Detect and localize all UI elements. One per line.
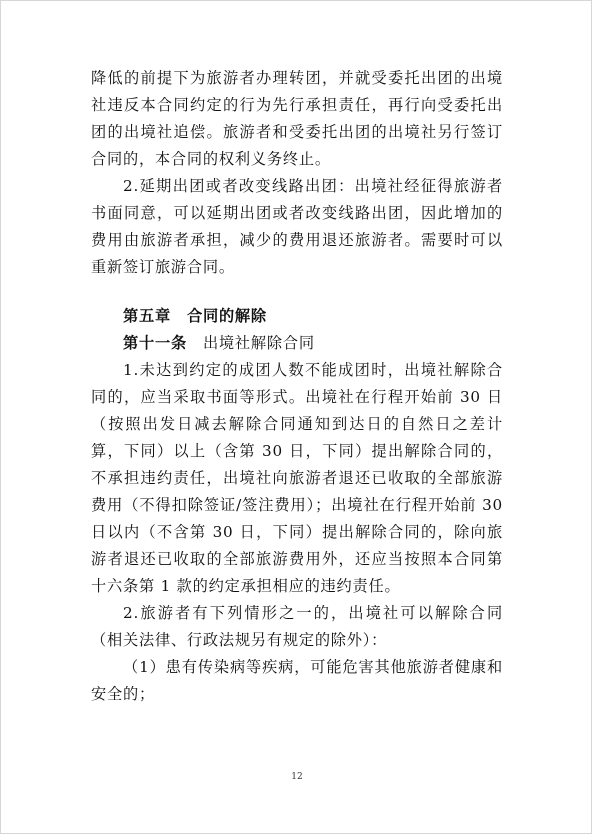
document-body xyxy=(91,65,503,708)
article-label: 第十一条 xyxy=(123,334,187,352)
paragraph-delay-departure: 2.延期出团或者改变线路出团：出境社经征得旅游者书面同意，可以延期出团或者改变线路出团，因此增加的费用由旅游者承担，减少的费用退还旅游者。需要时可以重新签订旅游合同。 xyxy=(91,177,503,276)
article-title: 出境社解除合同 xyxy=(202,334,315,352)
chapter-label: 第五章 xyxy=(123,307,171,325)
paragraph-transfer-continuation: 降低的前提下为旅游者办理转团，并就受委托出团的出境社违反本合同约定的行为先行承担责任，再行向受委托出团的出境社追偿。旅游者和受委托出团的出境社另行签订合同的，本合同的权利义务终止。 xyxy=(91,69,503,168)
page-number: 12 xyxy=(291,772,303,782)
paragraph-infectious-disease: （1）患有传染病等疾病，可能危害其他旅游者健康和安全的； xyxy=(91,658,503,703)
article-heading xyxy=(91,330,503,357)
chapter-title: 合同的解除 xyxy=(186,307,267,325)
paragraph-termination-conditions: 2.旅游者有下列情形之一的，出境社可以解除合同（相关法律、行政法规另有规定的除外）： xyxy=(91,604,503,649)
paragraph-minimum-group-size: 1.未达到约定的成团人数不能成团时，出境社解除合同的，应当采取书面等形式。出境社在行程开始前 30 日（按照出发日减去解除合同通知到达日的自然日之差计算，下同）以上（含第 30 日，下同）提出解除合同的，不承担违约责任，出境社向旅游者退还已收取的全部旅游费用（不得扣除签证/签注费用）；出境社在行程开始前 30 日以内（不含第 30 日，下同）提出解除合同的，除向旅游者退还已收取的全部旅游费用外，还应当按照本合同第十六条第 1 款的约定承担相应的违约责任。 xyxy=(91,361,503,595)
chapter-heading xyxy=(91,303,503,330)
section-gap xyxy=(91,281,503,303)
